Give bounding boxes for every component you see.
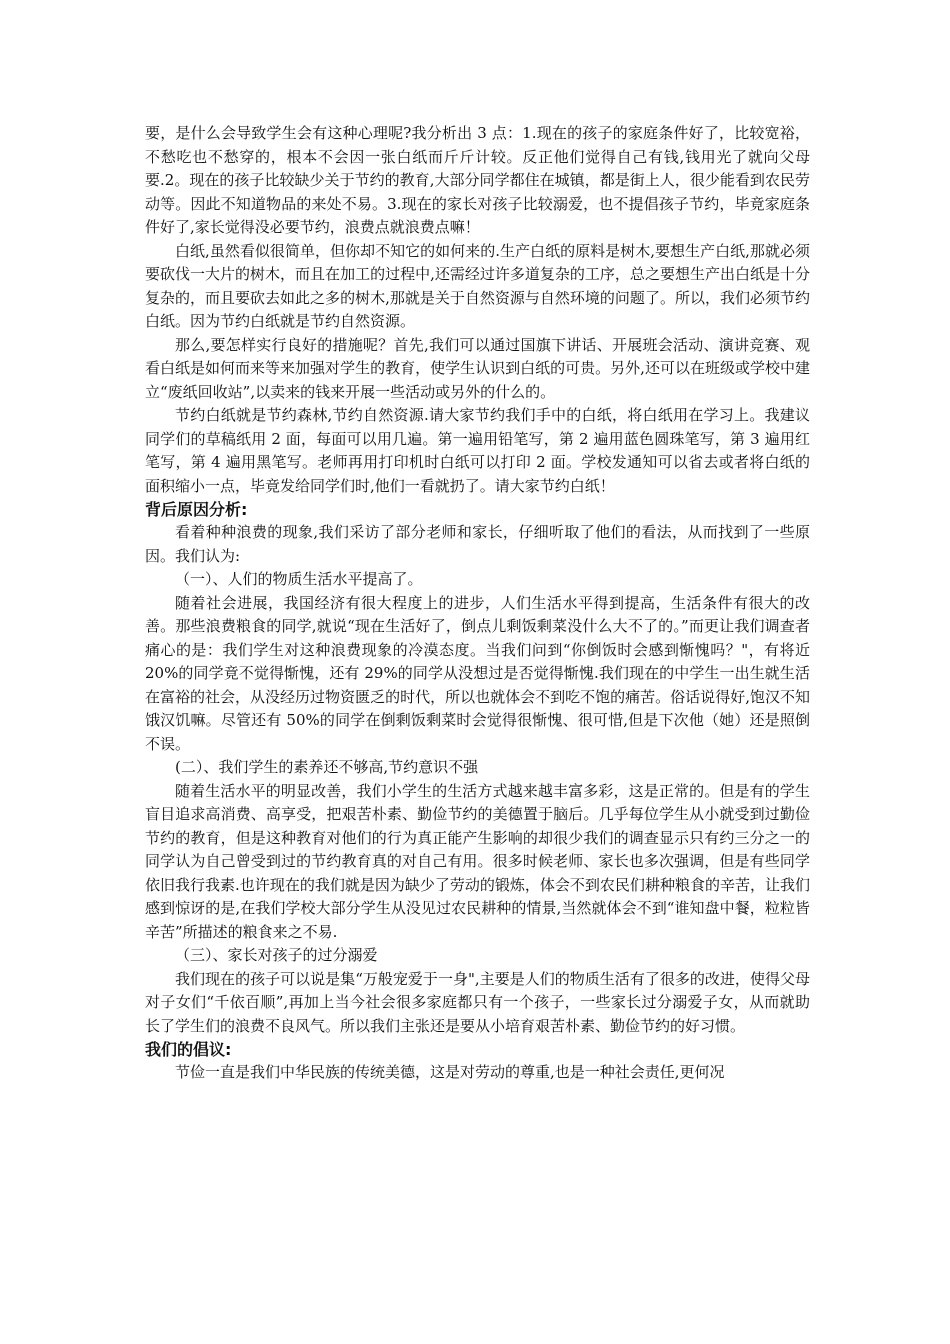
heading-proposal: 我们的倡议: xyxy=(145,1040,232,1059)
paragraph-awareness: 随着生活水平的明显改善，我们小学生的生活方式越来越丰富多彩，这是正常的。但是有的学生盲目追求高消费、高享受，把艰苦朴素、勤俭节约的美德置于脑后。几乎每位学生从小就受到过勤俭节约的教育，但是这种教育对他们的行为真正能产生影响的却很少我们的调查显示只有约三分之一的同学认为自己曾受到过的节约教育真的对自己有用。很多时候老师、家长也多次强调，但是有些同学依旧我行我素.也许现在的我们就是因为缺少了劳动的锻炼，体会不到农民们耕种粮食的辛苦，让我们感到惊讶的是,在我们学校大部分学生从没见过农民耕种的情景,当然就体会不到“谁知盘中餐，粒粒皆辛苦”所描述的粮食来之不易. xyxy=(145,781,810,941)
subheading-parents: （三）、家长对孩子的过分溺爱 xyxy=(175,946,378,964)
paragraph-causes-continued: 要，是什么会导致学生会有这种心理呢?我分析出 3 点：1.现在的孩子的家庭条件好了，比较宽裕，不愁吃也不愁穿的，根本不会因一张白纸而斤斤计较。反正他们觉得自己有钱,钱用光了就向父母要.2。现在的孩子比较缺少关于节约的教育,大部分同学都住在城镇，都是街上人，很少能看到农民劳动等。因此不知道物品的来处不易。3.现在的家长对孩子比较溺爱，也不提倡孩子节约，毕竟家庭条件好了,家长觉得没必要节约，浪费点就浪费点嘛！ xyxy=(145,124,810,236)
subheading-awareness: (二）、我们学生的素养还不够高,节约意识不强 xyxy=(175,758,479,776)
subheading-living-standard: （一）、人们的物质生活水平提高了。 xyxy=(175,570,423,588)
paragraph-save-paper: 节约白纸就是节约森林,节约自然资源.请大家节约我们手中的白纸，将白纸用在学习上。我建议同学们的草稿纸用 2 面，每面可以用几遍。第一遍用铅笔写，第 2 遍用蓝色圆珠笔写，第 3 遍用红笔写，第 4 遍用黑笔写。老师再用打印机时白纸可以打印 2 面。学校发通知可以省去或者将白纸的面积缩小一点，毕竟发给同学们时,他们一看就扔了。请大家节约白纸！ xyxy=(145,406,810,495)
paragraph-living-standard: 随着社会进展，我国经济有很大程度上的进步，人们生活水平得到提高，生活条件有很大的改善。那些浪费粮食的同学,就说“现在生活好了，倒点儿剩饭剩菜没什么大不了的。”而更让我们调查者痛心的是：我们学生对这种浪费现象的冷漠态度。当我们问到“你倒饭时会感到惭愧吗？"，有将近 20%的同学竟不觉得惭愧，还有 29%的同学从没想过是否觉得惭愧.我们现在的中学生一出生就生活在富裕的社会，从没经历过物资匮乏的时代，所以也就体会不到吃不饱的痛苦。俗话说得好,饱汉不知饿汉饥嘛。尽管还有 50%的同学在倒剩饭剩菜时会觉得很惭愧、很可惜,但是下次他（她）还是照倒不误。 xyxy=(145,593,810,753)
paragraph-proposal: 节俭一直是我们中华民族的传统美德，这是对劳动的尊重,也是一种社会责任,更何况 xyxy=(175,1063,725,1081)
document-page xyxy=(145,122,810,1085)
paragraph-parents: 我们现在的孩子可以说是集“万般宠爱于一身",主要是人们的物质生活有了很多的改进，使得父母对子女们“千依百顺”,再加上当今社会很多家庭都只有一个孩子，一些家长过分溺爱子女，从而就助长了学生们的浪费不良风气。所以我们主张还是要从小培育艰苦朴素、勤俭节约的好习惯。 xyxy=(145,969,810,1035)
paragraph-paper-origin: 白纸,虽然看似很简单，但你却不知它的如何来的.生产白纸的原料是树木,要想生产白纸,那就必须要砍伐一大片的树木，而且在加工的过程中,还需经过许多道复杂的工序，总之要想生产出白纸是十分复杂的，而且要砍去如此之多的树木,那就是关于自然资源与自然环境的问题了。所以，我们必须节约白纸。因为节约白纸就是节约自然资源。 xyxy=(145,241,810,330)
heading-reasons: 背后原因分析: xyxy=(145,500,248,519)
paragraph-reasons-intro: 看着种种浪费的现象,我们采访了部分老师和家长，仔细听取了他们的看法，从而找到了一些原因。我们认为: xyxy=(145,523,810,565)
paragraph-measures: 那么,要怎样实行良好的措施呢？首先,我们可以通过国旗下讲话、开展班会活动、演讲竞赛、观看白纸是如何而来等来加强对学生的教育，使学生认识到白纸的可贵。另外,还可以在班级或学校中建立“废纸回收站”,以卖来的钱来开展一些活动或另外的什么的。 xyxy=(145,335,810,401)
